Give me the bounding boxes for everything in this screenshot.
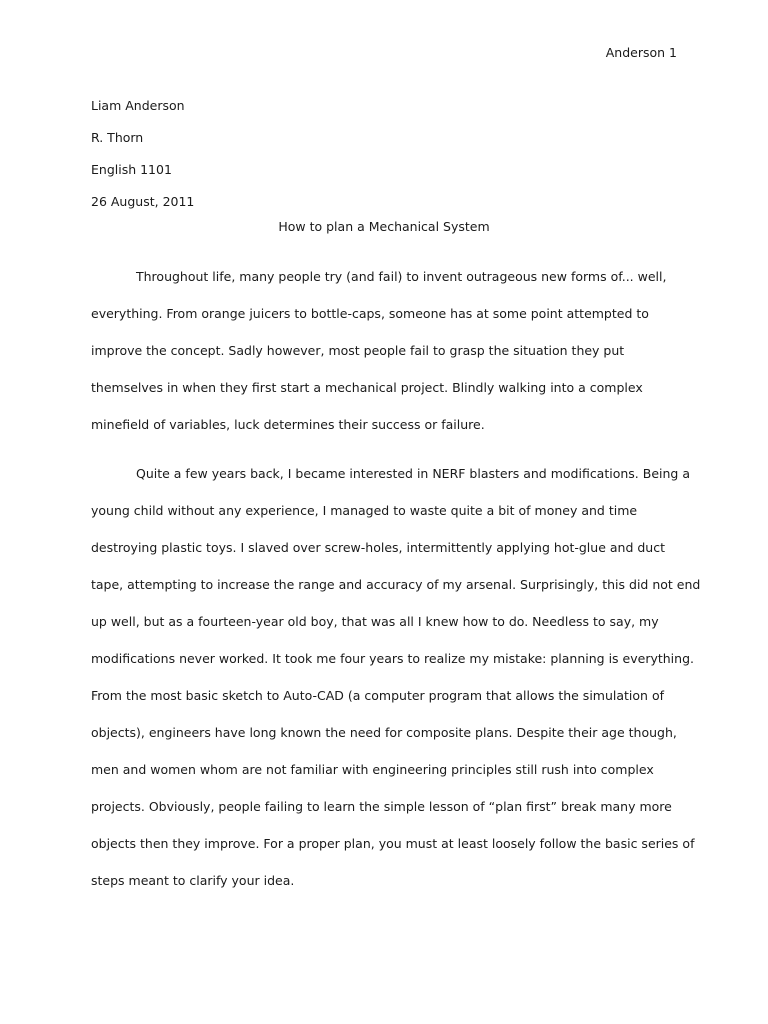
running-header-page-number: Anderson 1 bbox=[605, 45, 677, 60]
paragraph-line: modifications never worked. It took me four years to realize my mistake: planning is everything. bbox=[91, 651, 694, 666]
paragraph-line: projects. Obviously, people failing to learn the simple lesson of “plan first” break many more bbox=[91, 799, 672, 814]
paragraph-line: improve the concept. Sadly however, most people fail to grasp the situation they put bbox=[91, 343, 625, 358]
paragraph-line: From the most basic sketch to Auto-CAD (a computer program that allows the simulation of bbox=[91, 688, 664, 703]
student-name: Liam Anderson bbox=[91, 98, 185, 113]
paragraph-line: up well, but as a fourteen-year old boy, that was all I knew how to do. Needless to say, my bbox=[91, 614, 659, 629]
essay-date: 26 August, 2011 bbox=[91, 194, 195, 209]
paragraph-line: Quite a few years back, I became interested in NERF blasters and modifications. Being a bbox=[136, 466, 690, 481]
mla-heading-block bbox=[91, 90, 681, 218]
paragraph-line: minefield of variables, luck determines their success or failure. bbox=[91, 417, 485, 432]
paragraph-line: destroying plastic toys. I slaved over screw-holes, intermittently applying hot-glue and duct bbox=[91, 540, 665, 555]
body-paragraph-2 bbox=[91, 455, 701, 899]
paragraph-line: young child without any experience, I managed to waste quite a bit of money and time bbox=[91, 503, 638, 518]
paragraph-line: men and women whom are not familiar with engineering principles still rush into complex bbox=[91, 762, 654, 777]
body-paragraph-1 bbox=[91, 258, 677, 443]
paragraph-line: themselves in when they first start a mechanical project. Blindly walking into a complex bbox=[91, 380, 643, 395]
paragraph-line: steps meant to clarify your idea. bbox=[91, 873, 295, 888]
paragraph-line: everything. From orange juicers to bottle-caps, someone has at some point attempted to bbox=[91, 306, 649, 321]
paragraph-line: Throughout life, many people try (and fail) to invent outrageous new forms of... well, bbox=[136, 269, 667, 284]
paragraph-line: objects then they improve. For a proper plan, you must at least loosely follow the basic series of bbox=[91, 836, 695, 851]
instructor-name: R. Thorn bbox=[91, 130, 144, 145]
paragraph-line: tape, attempting to increase the range and accuracy of my arsenal. Surprisingly, this did not end bbox=[91, 577, 701, 592]
essay-title: How to plan a Mechanical System bbox=[278, 219, 490, 234]
paragraph-line: objects), engineers have long known the need for composite plans. Despite their age though, bbox=[91, 725, 677, 740]
course-name: English 1101 bbox=[91, 162, 172, 177]
